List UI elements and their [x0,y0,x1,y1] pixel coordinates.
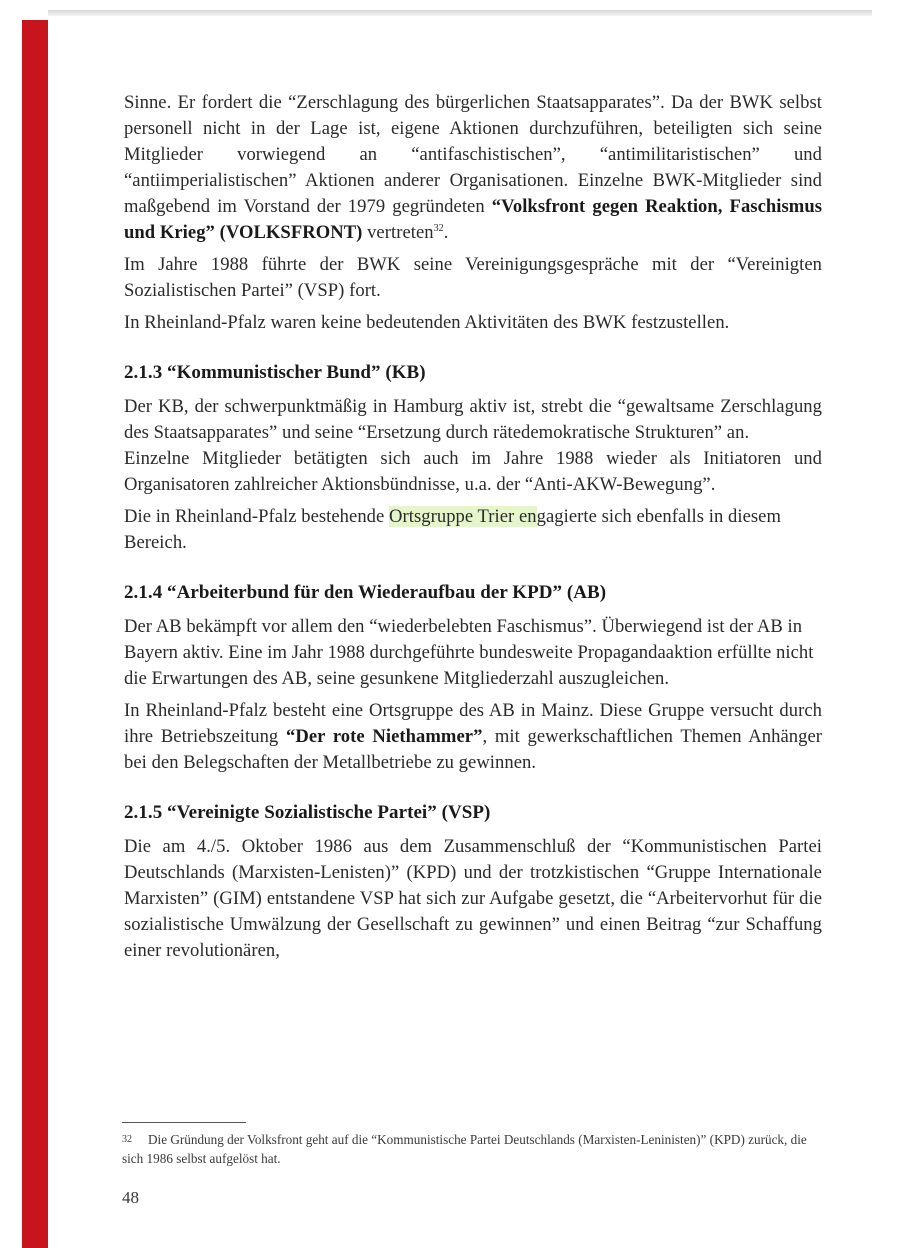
paragraph-ab-1: Der AB bekämpft vor allem den “wiederbelebten Faschismus”. Überwiegend ist der AB in Bayern aktiv. Eine im Jahr 1988 durchgeführte bundesweite Propagandaaktion erfüllte nicht die Erwartungen des AB, seine gesunkene Mitgliederzahl auszugleichen. [124,616,814,689]
footnote-text: Die Gründung der Volksfront geht auf die “Kommunistische Partei Deutschlands (Marxisten-Leninisten)” (KPD) zurück, die sich 1986 selbst aufgelöst hat. [122,1132,807,1166]
red-margin-bar [22,20,48,1248]
footnote-number: 32 [122,1134,132,1145]
paragraph-ab-2: In Rheinland-Pfalz besteht eine Ortsgruppe des AB in Mainz. Diese Gruppe versucht durch ihre Betriebszeitung “Der rote Niethammer”, mit gewerkschaftlichen Themen Anhänger bei den Belegschaften der Metallbetriebe zu gewinnen. [124,700,823,773]
paragraph-kb-2: Einzelne Mitglieder betätigten sich auch im Jahre 1988 wieder als Initiatoren und Organisatoren zahlreicher Aktionsbündnisse, u.a. der “Anti-AKW-Bewegung”. [124,448,822,495]
footnote [122,1130,822,1168]
paragraph-bwk-rlp: In Rheinland-Pfalz waren keine bedeutenden Aktivitäten des BWK festzustellen. [124,312,730,333]
footnote-ref[interactable]: 32 [433,222,444,234]
paragraph-kb-1: Der KB, der schwerpunktmäßig in Hamburg aktiv ist, strebt die “gewaltsame Zerschlagung des Staatsapparates” und seine “Ersetzung durch rätedemokratische Strukturen” an. [124,396,822,443]
paragraph-vsp-1: Die am 4./5. Oktober 1986 aus dem Zusammenschluß der “Kommunistischen Partei Deutschlands (Marxisten-Lenisten)” (KPD) und der trotzkistischen “Gruppe Internationale Marxisten” (GIM) entstandene VSP hat sich zur Aufgabe gesetzt, die “Arbeitervorhut für die sozialistische Umwälzung der Gesellschaft zu gewinnen” und einen Beitrag “zur Schaffung einer revolutionären, [124,836,822,961]
page-body [124,90,822,970]
footnote-separator [122,1122,246,1123]
page-number: 48 [122,1188,139,1207]
highlighted-text: Ortsgruppe Trier en [389,506,537,527]
scan-top-edge [48,10,872,16]
heading-2-1-5: 2.1.5 “Vereinigte Sozialistische Partei” (VSP) [124,802,491,823]
heading-2-1-3: 2.1.3 “Kommunistischer Bund” (KB) [124,362,426,383]
paragraph-bwk-intro: Sinne. Er fordert die “Zerschlagung des bürgerlichen Staatsapparates”. Da der BWK selbst personell nicht in der Lage ist, eigene Aktionen durchzuführen, beteiligten sich seine Mitglieder vorwiegend an “antifaschistischen”, “antimilitaristischen” und “antiimperialistischen” Aktionen anderer Organisationen. Einzelne BWK-Mitglieder sind maßgebend im Vorstand der 1979 gegründeten “Volksfront gegen Reaktion, Faschismus und Krieg” (VOLKSFRONT) vertreten$^{32}$. [124,92,822,243]
bold-niethammer: “Der rote Niethammer” [286,726,483,747]
bold-volksfront: “Volksfront gegen Reaktion, Faschismus und Krieg” (VOLKSFRONT) [124,196,822,243]
paragraph-bwk-vsp: Im Jahre 1988 führte der BWK seine Vereinigungsgespräche mit der “Vereinigten Sozialistischen Partei” (VSP) fort. [124,254,822,301]
paragraph-kb-3: Die in Rheinland-Pfalz bestehende Ortsgruppe Trier engagierte sich ebenfalls in diesem Bereich. [124,506,781,553]
heading-2-1-4: 2.1.4 “Arbeiterbund für den Wiederaufbau der KPD” (AB) [124,582,607,603]
